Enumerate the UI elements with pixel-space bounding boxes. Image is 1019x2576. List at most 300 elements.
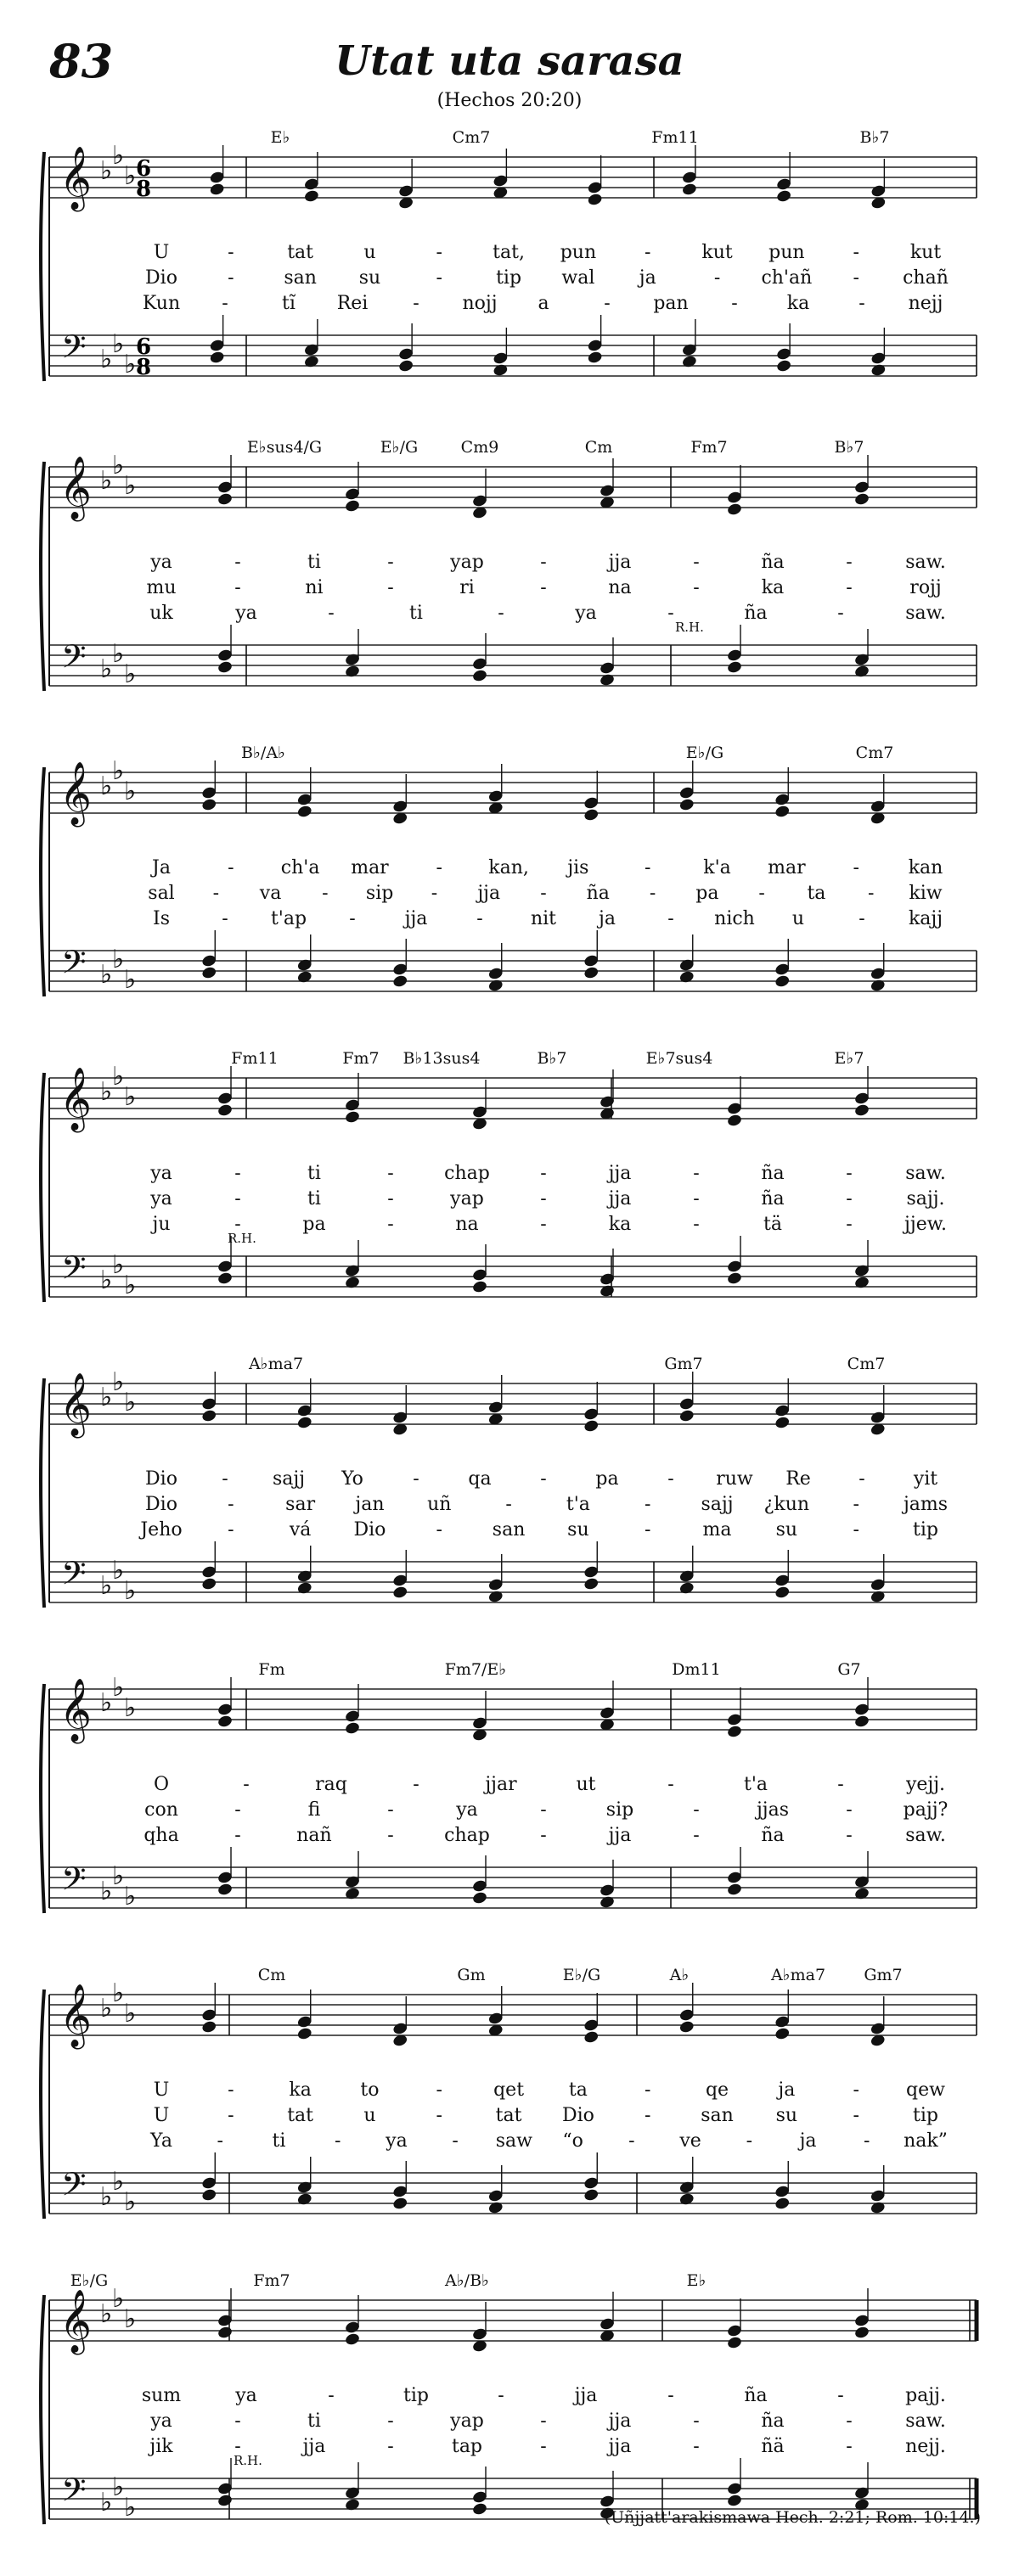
lyric-hyphen: - (693, 1825, 700, 1846)
lyric-syllable: tip (496, 267, 522, 289)
chord-symbol: Cm7 (452, 128, 491, 147)
lyric-hyphen: - (859, 293, 865, 314)
lyric-hyphen: - (387, 2410, 394, 2432)
lyric-syllable: kajj (908, 908, 943, 929)
lyric-syllable: jja (608, 1825, 632, 1846)
chord-symbol: Fm (258, 1660, 285, 1679)
lyric-syllable: pun (560, 242, 597, 263)
lyric-hyphen: - (846, 1825, 853, 1846)
bass-note-head (774, 974, 791, 989)
lyric-syllable: ta (568, 2079, 588, 2101)
lyric-syllable: na (608, 577, 632, 598)
treble-note-head (726, 1725, 742, 1739)
lyric-syllable: jja (608, 1163, 632, 1184)
lyric-hyphen: - (758, 883, 765, 904)
lyric-hyphen: - (387, 1188, 394, 1209)
treble-note-head (583, 1419, 600, 1434)
lyric-hyphen: - (228, 857, 234, 878)
flat-icon: ♭ (124, 350, 137, 379)
lyric-syllable: ya (150, 1188, 172, 1209)
treble-note-head (344, 1721, 360, 1736)
bass-note-head (209, 351, 225, 365)
lyric-syllable: sajj. (906, 1188, 945, 1209)
chord-symbol: E♭7 (834, 1049, 864, 1068)
lyric-syllable: t'a (566, 1494, 590, 1515)
lyric-syllable: Rei (336, 293, 369, 314)
chord-symbol: A♭/B♭ (444, 2271, 490, 2290)
time-sig-bottom: 8 (136, 355, 152, 380)
chord-symbol: Cm (257, 1966, 286, 1984)
lyric-hyphen: - (667, 2385, 674, 2406)
lyric-syllable: ti (307, 1188, 321, 1209)
flat-icon: ♭ (124, 965, 137, 995)
chord-symbol: E♭/G (685, 744, 724, 762)
treble-note-head (344, 2332, 360, 2347)
flat-icon: ♭ (100, 1571, 113, 1601)
lyric-syllable: na (455, 1214, 479, 1235)
lyric-hyphen: - (667, 1468, 674, 1490)
lyric-syllable: tip (403, 2385, 429, 2406)
lyric-hyphen: - (228, 1494, 234, 1515)
lyric-hyphen: - (436, 242, 442, 263)
lyric-syllable: qe (705, 2079, 729, 2101)
lyric-syllable: mar (768, 857, 806, 878)
lyric-hyphen: - (436, 857, 442, 878)
bass-note-head (344, 665, 360, 679)
treble-clef-icon: 𝄞 (59, 1373, 92, 1436)
lyric-hyphen: - (436, 267, 442, 289)
lyric-hyphen: - (846, 1214, 853, 1235)
chord-symbol: E♭/G (70, 2271, 109, 2290)
flat-icon: ♭ (124, 1882, 137, 1911)
lyric-syllable: qha (144, 1825, 179, 1846)
lyric-hyphen: - (349, 908, 356, 929)
chord-symbol: Cm9 (460, 438, 499, 457)
bass-note-head (487, 979, 504, 993)
bass-note-head (853, 665, 870, 679)
flat-icon: ♭ (124, 1576, 137, 1606)
lyric-syllable: sajj (701, 1494, 734, 1515)
lyric-syllable: u (363, 242, 376, 263)
treble-note-head (344, 499, 360, 514)
treble-staff (49, 1978, 977, 2050)
lyric-syllable: sajj (272, 1468, 306, 1490)
lyric-syllable: yit (913, 1468, 938, 1490)
lyric-syllable: jis (567, 857, 589, 878)
treble-note-head (296, 2027, 312, 2041)
treble-clef-icon: 𝄞 (59, 1984, 92, 2047)
lyric-syllable: ni (305, 577, 324, 598)
flat-icon: ♭ (100, 960, 113, 990)
bass-note-head (776, 359, 792, 373)
bass-note-head (853, 1276, 870, 1290)
lyric-syllable: U (153, 242, 170, 263)
lyric-syllable: jja (608, 2436, 632, 2457)
flat-icon: ♭ (112, 1861, 125, 1891)
lyric-syllable: kiw (909, 883, 943, 904)
lyric-hyphen: - (243, 1774, 250, 1795)
lyric-hyphen: - (436, 2079, 442, 2101)
treble-staff (49, 451, 977, 522)
lyric-syllable: ya (235, 603, 257, 624)
lyric-syllable: Yo (341, 1468, 363, 1490)
lyric-hyphen: - (853, 857, 859, 878)
chord-symbol: B♭7 (537, 1049, 567, 1068)
treble-note-head (296, 805, 312, 819)
lyric-syllable: ya (150, 2410, 172, 2432)
lyric-hyphen: - (234, 552, 241, 573)
flat-icon: ♭ (112, 1556, 125, 1585)
lyric-hyphen: - (387, 1799, 394, 1821)
lyric-hyphen: - (645, 857, 651, 878)
bass-staff (49, 1860, 977, 1911)
chord-symbol: A♭ma7 (770, 1966, 826, 1984)
lyric-syllable: nich (714, 908, 755, 929)
treble-note-head (678, 2020, 695, 2034)
lyric-syllable: sum (141, 2385, 182, 2406)
treble-note-head (726, 1114, 742, 1128)
treble-note-head (853, 492, 870, 507)
bass-note-head (201, 2188, 217, 2203)
flat-icon: ♭ (100, 2182, 113, 2212)
lyric-syllable: to (360, 2079, 380, 2101)
lyric-syllable: sip (365, 883, 394, 904)
flat-icon: ♭ (112, 639, 125, 669)
treble-note-head (726, 502, 742, 517)
lyric-hyphen: - (846, 2410, 853, 2432)
lyric-syllable: saw (495, 2130, 532, 2152)
bass-note-head (870, 979, 886, 993)
treble-clef-icon: 𝄞 (59, 2290, 92, 2353)
treble-note-head (774, 805, 791, 819)
lyric-syllable: Is (153, 908, 170, 929)
lyric-hyphen: - (222, 1468, 228, 1490)
treble-note-head (201, 2020, 217, 2034)
lyric-hyphen: - (837, 603, 844, 624)
bass-note-head (599, 1895, 615, 1910)
treble-note-head (217, 1103, 233, 1118)
flat-icon: ♭ (112, 2167, 125, 2197)
lyric-syllable: ya (386, 2130, 408, 2152)
lyric-hyphen: - (452, 2130, 459, 2152)
lyric-syllable: vá (289, 1519, 312, 1541)
flat-icon: ♭ (124, 161, 137, 191)
lyric-hyphen: - (867, 883, 875, 904)
treble-note-head (776, 189, 792, 204)
lyric-hyphen: - (387, 1214, 394, 1235)
lyric-syllable: U (153, 2105, 170, 2126)
bass-note-head (217, 2494, 233, 2508)
flat-icon: ♭ (112, 1673, 125, 1703)
time-sig-top: 6 (136, 156, 152, 182)
flat-icon: ♭ (112, 756, 125, 786)
lyric-syllable: yap (450, 2410, 484, 2432)
bass-staff (49, 1249, 977, 1300)
bass-note-head (870, 363, 887, 378)
bass-staff (49, 637, 977, 689)
chord-symbol: Fm11 (231, 1049, 279, 1068)
lyric-hyphen: - (228, 267, 234, 289)
chord-symbol: E♭7sus4 (645, 1049, 713, 1068)
bass-note-head (678, 2192, 695, 2207)
lyric-hyphen: - (234, 577, 241, 598)
lyric-syllable: ja (599, 908, 616, 929)
music-system (0, 738, 1019, 1048)
lyric-hyphen: - (853, 2079, 859, 2101)
lyric-syllable: ya (456, 1799, 478, 1821)
treble-note-head (303, 189, 319, 204)
chord-symbol: A♭ (669, 1966, 690, 1984)
brace-icon (41, 1378, 44, 1608)
lyric-hyphen: - (387, 577, 394, 598)
time-sig-top: 6 (136, 334, 152, 360)
lyric-syllable: tat, (493, 242, 525, 263)
lyric-syllable: ka (761, 577, 785, 598)
bass-clef-icon: 𝄢 (61, 943, 87, 989)
lyric-syllable: ña (761, 2410, 785, 2432)
lyric-syllable: nejj (908, 293, 943, 314)
lyric-hyphen: - (667, 908, 674, 929)
chord-symbol: E♭/G (380, 438, 419, 457)
treble-note-head (678, 1409, 695, 1423)
lyric-hyphen: - (667, 1774, 674, 1795)
bass-note-head (303, 355, 319, 369)
lyric-hyphen: - (837, 2385, 844, 2406)
lyric-syllable: ja (778, 2079, 796, 2101)
bass-note-head (398, 359, 414, 373)
treble-staff (49, 1062, 977, 1133)
lyric-hyphen: - (846, 577, 853, 598)
flat-icon: ♭ (124, 1693, 137, 1723)
chord-symbol: Fm7 (342, 1049, 380, 1068)
bass-note-head (599, 1284, 615, 1299)
lyric-hyphen: - (645, 2079, 651, 2101)
lyric-syllable: su (775, 2105, 798, 2126)
lyric-hyphen: - (731, 293, 738, 314)
lyric-syllable: saw. (905, 1163, 946, 1184)
lyric-hyphen: - (322, 883, 329, 904)
lyric-hyphen: - (387, 552, 394, 573)
lyric-syllable: jja (404, 908, 428, 929)
lyric-syllable: jik (149, 2436, 173, 2457)
lyric-syllable: u (363, 2105, 376, 2126)
lyric-syllable: nejj. (905, 2436, 946, 2457)
lyric-syllable: ka (786, 293, 810, 314)
lyric-syllable: jjew. (904, 1214, 947, 1235)
treble-note-head (774, 1416, 791, 1430)
lyric-hyphen: - (436, 2105, 442, 2126)
lyric-syllable: kut (701, 242, 733, 263)
lyric-hyphen: - (498, 2385, 504, 2406)
lyric-syllable: wal (561, 267, 595, 289)
treble-staff (49, 141, 977, 212)
lyric-syllable: Dio (145, 1494, 177, 1515)
treble-note-head (344, 1110, 360, 1125)
bass-note-head (392, 1585, 408, 1600)
flat-icon: ♭ (100, 1077, 113, 1107)
lyric-syllable: sip (605, 1799, 634, 1821)
lyric-syllable: pun (768, 242, 805, 263)
treble-note-head (217, 2326, 233, 2340)
treble-note-head (726, 2336, 742, 2350)
bass-note-head (471, 1280, 487, 1294)
bass-clef-icon: 𝄢 (61, 1554, 87, 1600)
flat-icon: ♭ (112, 945, 125, 974)
lyric-syllable: kan (908, 857, 943, 878)
bass-note-head (583, 2188, 600, 2203)
bass-note-head (296, 2192, 312, 2207)
lyric-syllable: t'a (743, 1774, 768, 1795)
bass-note-head (726, 1883, 742, 1897)
lyric-syllable: ñä (761, 2436, 785, 2457)
lyric-syllable: tĩ (282, 293, 296, 314)
bass-note-head (471, 1891, 487, 1905)
lyric-syllable: ña (744, 2385, 768, 2406)
lyric-syllable: pan (653, 293, 689, 314)
lyric-syllable: Ja (152, 857, 171, 878)
lyric-hyphen: - (234, 1188, 241, 1209)
flat-icon: ♭ (100, 466, 113, 496)
lyric-hyphen: - (540, 1825, 547, 1846)
flat-icon: ♭ (124, 777, 137, 806)
scripture-footnote: (Uñjjatt'arakismawa Hech. 2:21; Rom. 10:14.) (604, 2508, 981, 2527)
lyric-syllable: saw. (905, 552, 946, 573)
lyric-hyphen: - (540, 1468, 547, 1490)
time-sig-bottom: 8 (136, 177, 152, 202)
lyric-syllable: tat (287, 242, 314, 263)
bass-note-head (344, 1276, 360, 1290)
lyric-hyphen: - (853, 1494, 859, 1515)
lyric-syllable: su (567, 1519, 589, 1541)
lyric-syllable: nojj (462, 293, 498, 314)
flat-icon: ♭ (124, 1388, 137, 1417)
lyric-syllable: k'a (703, 857, 731, 878)
lyric-syllable: tap (451, 2436, 483, 2457)
bass-note-head (487, 2201, 504, 2215)
lyric-syllable: pajj? (903, 1799, 949, 1821)
lyric-syllable: ta (807, 883, 826, 904)
lyric-syllable: ve (679, 2130, 701, 2152)
treble-note-head (681, 182, 697, 197)
lyric-syllable: ja (799, 2130, 817, 2152)
treble-note-head (583, 808, 600, 822)
lyric-hyphen: - (476, 908, 483, 929)
lyric-syllable: uk (149, 603, 173, 624)
bass-staff (49, 328, 977, 379)
chord-symbol: Fm7 (690, 438, 728, 457)
lyric-syllable: qa (468, 1468, 492, 1490)
lyric-hyphen: - (540, 1163, 547, 1184)
lyric-hyphen: - (431, 883, 438, 904)
treble-clef-icon: 𝄞 (59, 457, 92, 519)
flat-icon: ♭ (124, 1082, 137, 1112)
lyric-syllable: ri (459, 577, 475, 598)
lyric-syllable: chañ (903, 267, 949, 289)
brace-icon (41, 1990, 44, 2219)
bass-note-head (853, 1887, 870, 1901)
treble-staff (49, 2284, 977, 2355)
lyric-hyphen: - (853, 1519, 859, 1541)
bass-note-head (678, 1581, 695, 1596)
flat-icon: ♭ (112, 2472, 125, 2502)
lyric-syllable: jja (574, 2385, 598, 2406)
lyric-syllable: fi (307, 1799, 321, 1821)
brace-icon (41, 2295, 44, 2524)
flat-icon: ♭ (124, 1271, 137, 1300)
treble-note-head (209, 182, 225, 197)
flat-icon: ♭ (124, 2493, 137, 2523)
lyric-syllable: ña (761, 1825, 785, 1846)
chord-symbol: Cm (584, 438, 613, 457)
lyric-hyphen: - (413, 1774, 419, 1795)
song-number: 83 (49, 34, 114, 88)
right-hand-mark: R.H. (228, 1231, 256, 1246)
lyric-syllable: uñ (427, 1494, 452, 1515)
treble-clef-icon: 𝄞 (59, 147, 92, 210)
bass-note-head (217, 1883, 233, 1897)
bass-staff (49, 2165, 977, 2217)
chord-symbol: B♭/A♭ (240, 744, 286, 762)
lyric-syllable: su (775, 1519, 798, 1541)
treble-note-head (678, 798, 695, 812)
bass-note-head (217, 1271, 233, 1286)
lyric-syllable: kan, (488, 857, 529, 878)
lyric-syllable: va (259, 883, 282, 904)
lyric-hyphen: - (228, 242, 234, 263)
treble-staff (49, 1367, 977, 1439)
bass-note-head (870, 2201, 886, 2215)
treble-staff (49, 756, 977, 828)
music-system (0, 2266, 1019, 2576)
bass-note-head (583, 1577, 600, 1591)
flat-icon: ♭ (100, 772, 113, 801)
flat-icon: ♭ (124, 659, 137, 689)
lyric-syllable: jams (903, 1494, 949, 1515)
lyric-hyphen: - (212, 883, 219, 904)
lyric-syllable: ¿kun (763, 1494, 810, 1515)
chord-symbol: E♭/G (562, 1966, 601, 1984)
bass-note-head (870, 1590, 886, 1604)
lyric-syllable: chap (444, 1163, 490, 1184)
bass-note-head (678, 970, 695, 985)
lyric-hyphen: - (228, 1519, 234, 1541)
lyric-hyphen: - (649, 883, 656, 904)
chord-symbol: Cm7 (855, 744, 894, 762)
lyric-syllable: jjas (756, 1799, 790, 1821)
lyric-syllable: qew (906, 2079, 945, 2101)
brace-icon (41, 767, 44, 996)
lyric-hyphen: - (234, 1163, 241, 1184)
brace-icon (41, 1073, 44, 1302)
bass-note-head (493, 363, 509, 378)
lyric-syllable: ña (761, 552, 785, 573)
bass-note-head (344, 1887, 360, 1901)
lyric-syllable: mu (146, 577, 177, 598)
flat-icon: ♭ (100, 1266, 113, 1295)
lyric-syllable: tä (763, 1214, 782, 1235)
lyric-hyphen: - (846, 1188, 853, 1209)
lyric-syllable: nañ (296, 1825, 332, 1846)
lyric-syllable: Kun (142, 293, 181, 314)
lyric-syllable: ña (761, 1163, 785, 1184)
lyric-syllable: yap (450, 552, 484, 573)
bass-note-head (487, 1590, 504, 1604)
lyric-hyphen: - (228, 2105, 234, 2126)
bass-clef-icon: 𝄢 (61, 637, 87, 683)
lyric-syllable: tip (913, 2105, 938, 2126)
lyric-syllable: a (538, 293, 549, 314)
flat-icon: ♭ (112, 329, 125, 359)
